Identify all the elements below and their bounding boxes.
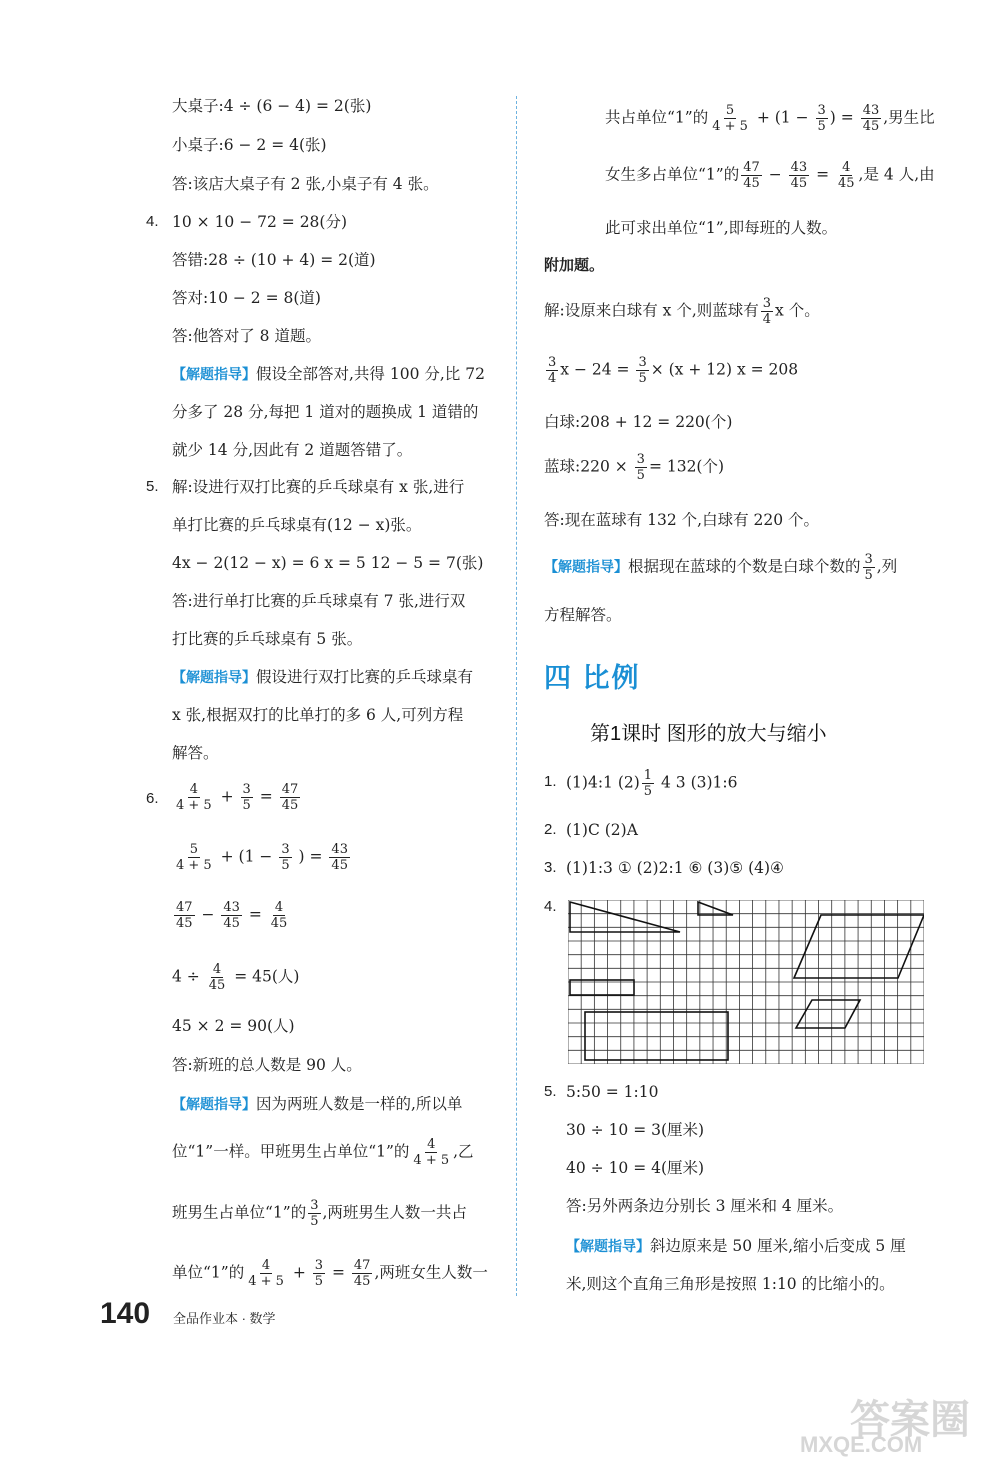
guide-tag: 【解题指导】 <box>172 366 256 382</box>
line-small-tables: 小桌子:6 − 2 = 4(张) <box>172 136 327 154</box>
fraction: $\frac{5}{4 + 5}$ <box>176 842 212 873</box>
fraction: $\frac{4}{45}$ <box>838 160 855 191</box>
fraction: $\frac{3}{5}$ <box>310 1198 319 1229</box>
fraction: $\frac{4}{4 + 5}$ <box>413 1137 450 1168</box>
extra-line-3: 白球:208 + 12 = 220(个) <box>544 413 733 431</box>
q6-guide-1 <box>172 1094 462 1114</box>
fraction: $\frac{43}{45}$ <box>862 103 880 134</box>
fraction: $\frac{3}{5}$ <box>314 1258 324 1289</box>
q5-guide-2: x 张,根据双打的比单打的多 6 人,可列方程 <box>172 706 464 724</box>
rectangle-large <box>585 1012 728 1060</box>
answer-2: (1)C (2)A <box>566 821 638 839</box>
answer-1: (1)4:1 (2) $\frac{1}{5}$ 4 3 (3)1:6 <box>566 768 738 799</box>
fraction: $\frac{4}{45}$ <box>270 900 288 931</box>
r-line-2: 女生多占单位“1”的 $\frac{47}{45}$ − $\frac{43}{45}$ = $\frac{4}{45}$ ,是 4 人,由 <box>605 160 935 191</box>
answer-1-number: 1. <box>544 773 557 790</box>
extra-line-1: 解:设原来白球有 x 个,则蓝球有 $\frac{3}{4}$ x 个。 <box>544 296 820 327</box>
q5-line-4: 答:进行单打比赛的乒乓球桌有 7 张,进行双 <box>172 592 466 610</box>
grid-figure <box>568 900 924 1064</box>
answer-5-line-2: 30 ÷ 10 = 3(厘米) <box>566 1121 705 1139</box>
question-6-number: 6. <box>146 790 159 807</box>
r-line-3: 此可求出单位“1”,即每班的人数。 <box>605 219 838 237</box>
answer-5-line-1: 5:50 = 1:10 <box>566 1083 659 1101</box>
q6-line-6: 答:新班的总人数是 90 人。 <box>172 1056 362 1074</box>
q5-guide-1 <box>172 667 473 687</box>
q6-guide-4: 单位“1”的 $\frac{4}{4 + 5}$ + $\frac{3}{5}$ = $\frac{47}{45}$ ,两班女生人数一 <box>172 1258 488 1289</box>
guide-tag: 【解题指导】 <box>172 669 256 685</box>
watermark-url: MXQE.COM <box>800 1432 923 1457</box>
guide-tag: 【解题指导】 <box>544 558 628 575</box>
fraction: $\frac{3}{5}$ <box>636 452 645 483</box>
fraction: $\frac{43}{45}$ <box>790 160 808 191</box>
q5-line-2: 单打比赛的乒乓球桌有(12 − x)张。 <box>172 516 422 534</box>
fraction: $\frac{43}{45}$ <box>331 842 348 873</box>
fraction: $\frac{43}{45}$ <box>223 900 240 931</box>
fraction: $\frac{4}{45}$ <box>208 962 226 993</box>
extra-guide-2: 方程解答。 <box>544 606 622 624</box>
answer-3: (1)1:3 ① (2)2:1 ⑥ (3)⑤ (4)④ <box>566 859 784 877</box>
fraction: $\frac{3}{4}$ <box>762 296 772 327</box>
q4-line-2: 答错:28 ÷ (10 + 4) = 2(道) <box>172 251 376 269</box>
answer-5-number: 5. <box>544 1083 557 1100</box>
question-4-number: 4. <box>146 213 159 230</box>
fraction: $\frac{3}{5}$ <box>281 842 290 873</box>
answer-5-guide-1: 【解题指导】斜边原来是 50 厘米,缩小后变成 5 厘 <box>566 1237 906 1255</box>
q4-guide-text-1: 假设全部答对,共得 100 分,比 72 <box>256 365 485 383</box>
q4-line-1: 10 × 10 − 72 = 28(分) <box>172 213 348 231</box>
fraction: $\frac{3}{5}$ <box>638 355 647 386</box>
q6-line-5: 45 × 2 = 90(人) <box>172 1017 295 1035</box>
answer-5-line-4: 答:另外两条边分别长 3 厘米和 4 厘米。 <box>566 1197 844 1215</box>
guide-tag: 【解题指导】 <box>566 1238 650 1254</box>
fraction: $\frac{1}{5}$ <box>643 768 653 799</box>
fraction: $\frac{5}{4 + 5}$ <box>712 103 748 134</box>
lesson-title: 第1课时 图形的放大与缩小 <box>590 723 827 745</box>
column-divider <box>516 96 517 1296</box>
answer-5-guide-2: 米,则这个直角三角形是按照 1:10 的比缩小的。 <box>566 1275 895 1293</box>
extra-line-2: $\frac{3}{4}$ x − 24 = $\frac{3}{5}$ × (x + 12) x = 208 <box>548 355 799 386</box>
extra-question-title: 附加题。 <box>544 257 605 274</box>
q5-guide-text-1: 假设进行双打比赛的乒乓球桌有 <box>256 668 474 686</box>
fraction: $\frac{4}{4 + 5}$ <box>176 782 212 813</box>
chapter-title: 四 比例 <box>544 663 641 693</box>
guide-tag: 【解题指导】 <box>172 1096 256 1112</box>
line-big-tables: 大桌子:4 ÷ (6 − 4) = 2(张) <box>172 97 372 115</box>
answer-2-number: 2. <box>544 821 557 838</box>
q4-guide-1 <box>172 364 485 384</box>
extra-line-5: 答:现在蓝球有 132 个,白球有 220 个。 <box>544 511 820 529</box>
q4-guide-2: 分多了 28 分,每把 1 道对的题换成 1 道错的 <box>172 403 479 421</box>
fraction: $\frac{3}{5}$ <box>817 103 826 134</box>
q5-line-5: 打比赛的乒乓球桌有 5 张。 <box>172 630 363 648</box>
line-answer-tables: 答:该店大桌子有 2 张,小桌子有 4 张。 <box>172 175 439 193</box>
question-5-number: 5. <box>146 478 159 495</box>
fraction: $\frac{47}{45}$ <box>176 900 193 931</box>
extra-line-4: 蓝球:220 × $\frac{3}{5}$ = 132(个) <box>544 452 725 483</box>
answer-5-line-3: 40 ÷ 10 = 4(厘米) <box>566 1159 705 1177</box>
q5-line-1: 解:设进行双打比赛的乒乓球桌有 x 张,进行 <box>172 478 465 496</box>
fraction: $\frac{47}{45}$ <box>743 160 760 191</box>
fraction: $\frac{3}{5}$ <box>242 782 251 813</box>
fraction: $\frac{3}{5}$ <box>864 552 873 583</box>
fraction: $\frac{3}{4}$ <box>548 355 557 386</box>
page-number: 140 <box>100 1297 151 1330</box>
answer-4-number: 4. <box>544 898 557 915</box>
q4-guide-3: 就少 14 分,因此有 2 道题答错了。 <box>172 441 413 459</box>
q6-guide-2: 位“1”一样。甲班男生占单位“1”的 $\frac{4}{4 + 5}$ ,乙 <box>172 1137 474 1168</box>
r-line-1: 共占单位“1”的 $\frac{5}{4 + 5}$ + (1 − $\frac{3}{5}$ ) = $\frac{43}{45}$ ,男生比 <box>605 103 935 134</box>
q6-line-4: 4 ÷ $\frac{4}{45}$ = 45(人) <box>172 962 300 993</box>
fraction: $\frac{47}{45}$ <box>281 782 299 813</box>
fraction: $\frac{47}{45}$ <box>353 1258 371 1289</box>
small-triangle <box>698 902 733 915</box>
fraction: $\frac{4}{4 + 5}$ <box>248 1258 284 1289</box>
q4-line-3: 答对:10 − 2 = 8(道) <box>172 289 321 307</box>
q6-line-3: $\frac{47}{45}$ − $\frac{43}{45}$ = $\frac{4}{45}$ <box>176 900 288 931</box>
q4-line-4: 答:他答对了 8 道题。 <box>172 327 321 345</box>
watermark-logo: 答案圈 <box>850 1398 970 1442</box>
q6-guide-text-1: 因为两班人数是一样的,所以单 <box>256 1095 463 1113</box>
extra-guide-1: 【解题指导】根据现在蓝球的个数是白球个数的 $\frac{3}{5}$ ,列 <box>544 552 898 583</box>
q6-line-2: $\frac{5}{4 + 5}$ + (1 − $\frac{3}{5}$ ) = $\frac{43}{45}$ <box>176 842 348 873</box>
q6-guide-3: 班男生占单位“1”的 $\frac{3}{5}$ ,两班男生人数一共占 <box>172 1198 467 1229</box>
q5-line-3: 4x − 2(12 − x) = 6 x = 5 12 − 5 = 7(张) <box>172 554 484 572</box>
q6-line-1: $\frac{4}{4 + 5}$ + $\frac{3}{5}$ = $\frac{47}{45}$ <box>176 782 299 813</box>
q5-guide-3: 解答。 <box>172 744 219 762</box>
answer-3-number: 3. <box>544 859 557 876</box>
book-title: 全品作业本 · 数学 <box>173 1311 276 1326</box>
